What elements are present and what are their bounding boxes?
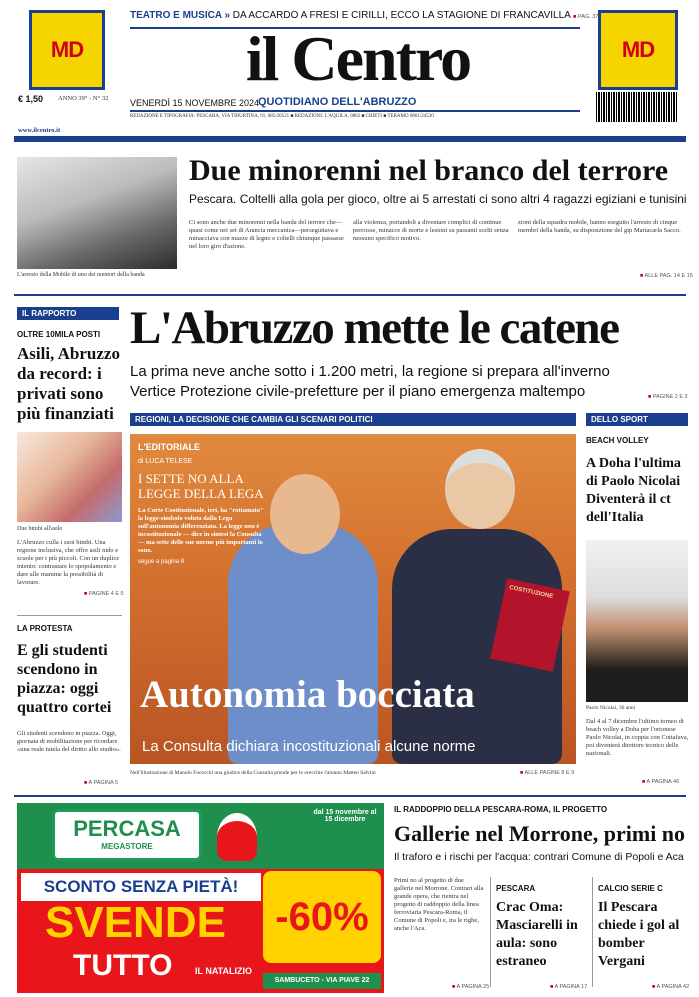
crac-page-ref[interactable]: ■ A PAGINA 17 xyxy=(550,984,587,990)
price: € 1,50 xyxy=(18,94,44,104)
rapporto-tag: IL RAPPORTO xyxy=(17,307,119,320)
barcode xyxy=(596,92,678,122)
asili-headline[interactable]: Asili, Abruzzo da record: i privati sono più finanziati xyxy=(17,344,120,423)
left-divider xyxy=(17,615,122,616)
santa-icon xyxy=(217,813,257,861)
calcio-kicker: CALCIO SERIE C xyxy=(598,884,663,893)
subtitle: QUOTIDIANO DELL'ABRUZZO xyxy=(258,96,417,108)
nicolai-photo[interactable] xyxy=(586,540,688,702)
story1-headline[interactable]: Due minorenni nel branco del terrore xyxy=(189,154,669,187)
date: VENERDÌ 15 NOVEMBRE 2024 xyxy=(130,98,260,108)
ad-address: SAMBUCETO - VIA PIAVE 22 xyxy=(263,973,381,989)
feature-subhead: La Consulta dichiara incostituzionali alcune norme xyxy=(142,738,476,755)
feature-tag: REGIONI, LA DECISIONE CHE CAMBIA GLI SCENARI POLITICI xyxy=(130,413,576,426)
percasa-ad[interactable] xyxy=(17,803,384,993)
book-label: COSTITUZIONE xyxy=(508,584,554,601)
sport-body: Dal 4 al 7 dicembre l'ultimo torneo di beach volley a Doha per l'ortonese Paolo Nicolai, in coppia con Cottafava, poi diventerà direttore tecnico delle nazionali. xyxy=(586,718,689,757)
feature-page-ref[interactable]: ■ ALLE PAGINE 8 E 9 xyxy=(520,770,574,776)
editorial-title: I SETTE NO ALLA LEGGE DELLA LEGA xyxy=(138,471,264,501)
editorial-box[interactable] xyxy=(138,442,268,667)
asili-photo-caption: Due bimbi all'asilo xyxy=(17,526,63,532)
story2-subhead2: Vertice Protezione civile-prefetture per il piano emergenza maltempo xyxy=(130,383,586,400)
bottom-divider-2 xyxy=(592,877,593,987)
ad-discount: -60% xyxy=(275,895,369,939)
story2-subhead1: La prima neve anche sotto i 1.200 metri, la regione si prepara all'inverno xyxy=(130,363,610,380)
story1-col2: alla violenza, portandoli a diventare complici di continue percosse, minacce di morte e lesioni su passanti scelti senza nessuno specifico motivo. xyxy=(353,219,509,242)
website[interactable]: www.ilcentro.it xyxy=(18,127,61,134)
sport-kicker: BEACH VOLLEY xyxy=(586,436,649,445)
story2-page-ref[interactable]: ■ PAGINE 2 E 3 xyxy=(648,394,688,400)
arrest-photo[interactable] xyxy=(17,157,177,269)
judge-head xyxy=(445,449,515,529)
story1-col1: Ci sono anche due minorenni nella banda del terrore che—quasi come nei set di Arancia meccanica—perseguitava e minacciava con mazze di legno e coltelli chiunque passasse nel loro giro d'azione. xyxy=(189,219,344,250)
story2-headline[interactable]: L'Abruzzo mette le catene xyxy=(130,302,619,354)
sport-page-ref[interactable]: ■ A PAGINA 46 xyxy=(642,779,679,785)
morrone-page-ref[interactable]: ■ A PAGINA 25 xyxy=(452,984,489,990)
bottom-divider-1 xyxy=(490,877,491,987)
story1-subhead: Pescara. Coltelli alla gola per gioco, oltre ai 5 arrestati ci sono altri 4 ragazzi egiziani e tunisini xyxy=(189,192,687,206)
morrone-kicker: IL RADDOPPIO DELLA PESCARA-ROMA, IL PROGETTO xyxy=(394,805,608,814)
protesta-body: Gli studenti scendono in piazza. Oggi, giornata di mobilitazione per ricordare «una reale tutela del diritto allo studio». xyxy=(17,730,121,753)
asili-page-ref[interactable]: ■ PAGINE 4 E 5 xyxy=(84,591,124,597)
top-bar xyxy=(14,136,686,142)
masthead-rule xyxy=(130,110,580,112)
feature-headline[interactable]: Autonomia bocciata xyxy=(140,673,475,716)
ad-brand: PERCASA xyxy=(73,816,181,841)
arrest-photo-caption: L'arresto della Mobile di uno dei mentori della banda xyxy=(17,272,145,278)
asili-body: L'Abruzzo culla i suoi bimbi. Una regione inclusiva, che offre asili nido e scuole per i più piccoli. Con un duplice intento: contrastare lo spopolamento e dare alle mamme la possibilità di lavorare. xyxy=(17,539,120,586)
ad-line3b: IL NATALIZIO xyxy=(195,966,252,976)
ticker-text: DA ACCARDO A FRESI E CIRILLI, ECCO LA STAGIONE DI FRANCAVILLA xyxy=(232,10,571,21)
story1-col3: zioni della squadra mobile, hanno eseguito l'arresto di cinque membri della banda, su disposizione del gip Mariacarla Sacco. xyxy=(518,219,681,234)
ad-discount-box xyxy=(263,871,381,963)
ad-line3: TUTTO xyxy=(73,949,173,982)
nicolai-caption: Paolo Nicolai, 36 anni xyxy=(586,705,636,711)
crac-kicker: PESCARA xyxy=(496,884,536,893)
editorial-text: La Corte Costituzionale, ieri, ha "rottamato" la legge-simbolo voluta dalla Lega sull'autonomia differenziata. La legge non è incostituzionale — dice in sintesi la Consulta — ma sette delle sue norme più importanti lo sono. xyxy=(138,507,264,554)
protesta-kicker: LA PROTESTA xyxy=(17,624,73,633)
asili-photo[interactable] xyxy=(17,432,122,522)
section-rule-2 xyxy=(14,795,686,797)
newspaper-title: il Centro xyxy=(245,23,471,94)
ticker-kicker: TEATRO E MUSICA » xyxy=(130,10,231,21)
calcio-headline[interactable]: Il Pescara chiede i gol al bomber Vergani xyxy=(598,900,680,969)
asili-kicker: OLTRE 10MILA POSTI xyxy=(17,330,101,339)
morrone-body: Primi no al progetto di due gallerie nel Morrone. Contrari alla grande opera, che rientra nel progetto di raddoppio della linea ferroviaria Pescara-Roma, il Comune di Popoli e, tra le righe, anche l'Aca. xyxy=(394,877,484,932)
sport-tag: DELLO SPORT xyxy=(586,413,688,426)
section-rule-1 xyxy=(14,294,686,296)
ad-dates: dal 15 novembre al 15 dicembre xyxy=(313,809,377,823)
crac-headline[interactable]: Crac Oma: Masciarelli in aula: sono estraneo xyxy=(496,900,578,969)
protesta-headline[interactable]: E gli studenti scendono in piazza: oggi quattro cortei xyxy=(17,642,112,716)
ad-brand-box xyxy=(52,809,202,861)
editorial-more: segue a pagina 8 xyxy=(138,559,185,565)
feature-caption: Nell'illustrazione di Manolo Fucecchi una giudice della Consulta prende per le orecchie l'alunno Matteo Salvini xyxy=(130,770,376,776)
morrone-headline[interactable]: Gallerie nel Morrone, primi no xyxy=(394,821,686,846)
morrone-subhead: Il traforo e i rischi per l'acqua: contrari Comune di Popoli e Aca xyxy=(394,851,684,863)
editorial-author: di LUCA TELESE xyxy=(138,458,193,465)
sport-headline[interactable]: A Doha l'ultima di Paolo Nicolai Diventerà il ct dell'Italia xyxy=(586,456,681,525)
story1-page-ref[interactable]: ■ ALLE PAG. 14 E 15 xyxy=(640,273,693,279)
ad-line1: SCONTO SENZA PIETÀ! xyxy=(21,873,261,901)
redazione: REDAZIONE E TIPOGRAFIA: PESCARA, VIA TIBURTINA, 91, 085/20521 ■ REDAZIONI: L'AQUILA, 0862 ■ CHIETI ■ TERAMO 0861/24530 xyxy=(130,114,434,119)
ad-line2: SVENDE xyxy=(45,898,226,947)
protesta-page-ref[interactable]: ■ A PAGINA 5 xyxy=(84,780,118,786)
ad-brand-sub: MEGASTORE xyxy=(101,842,153,851)
ticker-page: ■ PAG. 37 xyxy=(573,14,598,20)
calcio-page-ref[interactable]: ■ A PAGINA 42 xyxy=(652,984,689,990)
salvini-head xyxy=(270,474,340,554)
editorial-label: L'EDITORIALE xyxy=(138,442,200,452)
md-logo-left[interactable]: MD xyxy=(29,10,105,90)
md-logo-right[interactable]: MD xyxy=(598,10,678,90)
anno: ANNO 39° - N° 32 xyxy=(58,95,109,102)
